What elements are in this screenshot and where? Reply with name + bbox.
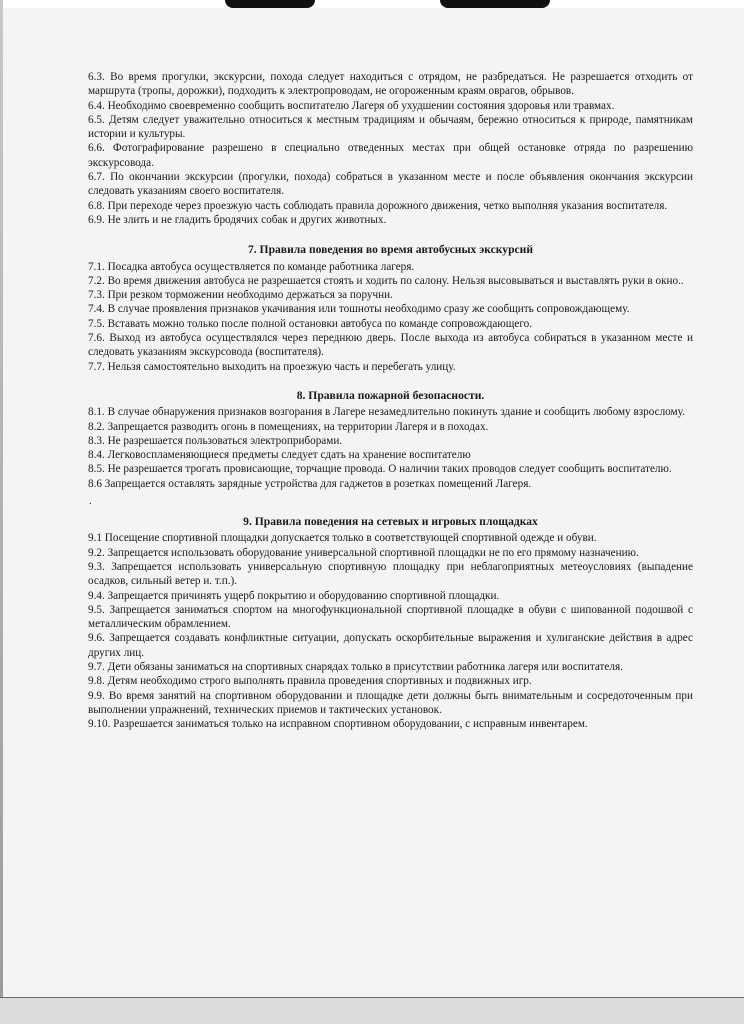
rule-9-6: 9.6. Запрещается создавать конфликтные ситуации, допускать оскорбительные выражения и хулиганские действия в адрес других лиц. bbox=[88, 632, 693, 659]
scan-left-edge bbox=[0, 0, 3, 1024]
rule-7-5: 7.5. Вставать можно только после полной остановки автобуса по команде сопровождающего. bbox=[88, 317, 533, 330]
rule-9-10: 9.10. Разрешается заниматься только на исправном спортивном оборудовании, с исправным инвентарем. bbox=[88, 718, 588, 731]
rule-8-1: 8.1. В случае обнаружения признаков возгорания в Лагере незамедлительно покинуть здание и сообщить любому взрослому. bbox=[88, 406, 685, 419]
rule-9-4: 9.4. Запрещается причинять ущерб покрытию и оборудованию спортивной площадки. bbox=[88, 589, 500, 602]
scan-artifact bbox=[440, 0, 550, 8]
section-8-heading: 8. Правила пожарной безопасности. bbox=[296, 388, 485, 402]
rule-8-2: 8.2. Запрещается разводить огонь в помещениях, на территории Лагеря и в походах. bbox=[88, 420, 489, 433]
scan-top-edge bbox=[0, 0, 744, 8]
section-9 bbox=[88, 515, 693, 731]
rule-7-6: 7.6. Выход из автобуса осуществлялся через переднюю дверь. После выхода из автобуса собираться в указанном месте и следовать указаниям экскурсовода (воспитателя). bbox=[88, 332, 693, 359]
rule-6-8: 6.8. При переходе через проезжую часть соблюдать правила дорожного движения, четко выполняя указания воспитателя. bbox=[88, 199, 668, 212]
rule-7-1: 7.1. Посадка автобуса осуществляется по команде работника лагеря. bbox=[88, 260, 415, 273]
rule-7-4: 7.4. В случае проявления признаков укачивания или тошноты необходимо сразу же сообщить сопровождающему. bbox=[88, 303, 630, 316]
rule-6-7: 6.7. По окончании экскурсии (прогулки, похода) собраться в указанном месте и после объявления окончания экскурсии следовать указаниям своего воспитателя. bbox=[88, 171, 693, 198]
rule-6-9: 6.9. Не злить и не гладить бродячих собак и других животных. bbox=[88, 213, 387, 226]
rule-8-5: 8.5. Не разрешается трогать провисающие, торчащие провода. О наличии таких проводов следует сообщить воспитателю. bbox=[88, 463, 672, 476]
rule-9-5: 9.5. Запрещается заниматься спортом на многофункциональной спортивной площадке в обуви с шипованной подошвой с металлическим обрамлением. bbox=[88, 603, 693, 631]
rule-6-3: 6.3. Во время прогулки, экскурсии, похода следует находиться с отрядом, не разбредаться. Не разрешается отходить от маршрута (тропы, дорожки), подходить к электропроводам, не огороженным краям оврагов, обрывов. bbox=[88, 71, 693, 98]
scan-bottom-edge bbox=[0, 997, 744, 1024]
rule-8-3: 8.3. Не разрешается пользоваться электроприборами. bbox=[88, 434, 343, 447]
section-9-heading: 9. Правила поведения на сетевых и игровых площадках bbox=[243, 515, 538, 529]
rule-9-8: 9.8. Детям необходимо строго выполнять правила проведения спортивных и подвижных игр. bbox=[88, 675, 532, 688]
rule-9-1: 9.1 Посещение спортивной площадки допускается только в соответствующей спортивной одежде и обуви. bbox=[88, 532, 597, 545]
scan-artifact bbox=[225, 0, 315, 8]
section-8 bbox=[88, 389, 693, 511]
rule-9-2: 9.2. Запрещается использовать оборудование универсальной спортивной площадки не по его прямому назначению. bbox=[88, 546, 639, 559]
rule-7-3: 7.3. При резком торможении необходимо держаться за поручни. bbox=[88, 289, 393, 302]
rule-7-7: 7.7. Нельзя самостоятельно выходить на проезжую часть и перебегать улицу. bbox=[88, 360, 456, 373]
rule-9-9: 9.9. Во время занятий на спортивном оборудовании и площадке дети должны быть внимательным и сосредоточенным при выполнении упражнений, технических приемов и тактических установок. bbox=[88, 689, 693, 716]
rule-6-5: 6.5. Детям следует уважительно относиться к местным традициям и обычаям, бережно относиться к природе, памятникам истории и культуры. bbox=[88, 113, 693, 141]
section-7-heading: 7. Правила поведения во время автобусных экскурсий bbox=[247, 243, 534, 257]
section-7 bbox=[88, 243, 693, 374]
section-6 bbox=[88, 70, 693, 227]
stray-mark: . bbox=[89, 495, 92, 508]
rule-6-6: 6.6. Фотографирование разрешено в специально отведенных местах при общей остановке отряда по разрешению экскурсовода. bbox=[88, 142, 693, 169]
document-page bbox=[88, 70, 693, 731]
rule-7-2: 7.2. Во время движения автобуса не разрешается стоять и ходить по салону. Нельзя высовываться и выставлять руки в окно.. bbox=[88, 274, 684, 287]
rule-9-7: 9.7. Дети обязаны заниматься на спортивных снарядах только в присутствии работника лагеря или воспитателя. bbox=[88, 660, 623, 673]
rule-8-4: 8.4. Легковоспламеняющиеся предметы следует сдать на хранение воспитателю bbox=[88, 449, 471, 462]
rule-6-4: 6.4. Необходимо своевременно сообщить воспитателю Лагеря об ухудшении состояния здоровья или травмах. bbox=[88, 99, 615, 112]
rule-9-3: 9.3. Запрещается использовать универсальную спортивную площадку при неблагоприятных метеоусловиях (выпадение осадков, сильный ветер и. т.п.). bbox=[88, 560, 693, 588]
rule-8-6: 8.6 Запрещается оставлять зарядные устройства для гаджетов в розетках помещений Лагеря. bbox=[88, 477, 532, 490]
